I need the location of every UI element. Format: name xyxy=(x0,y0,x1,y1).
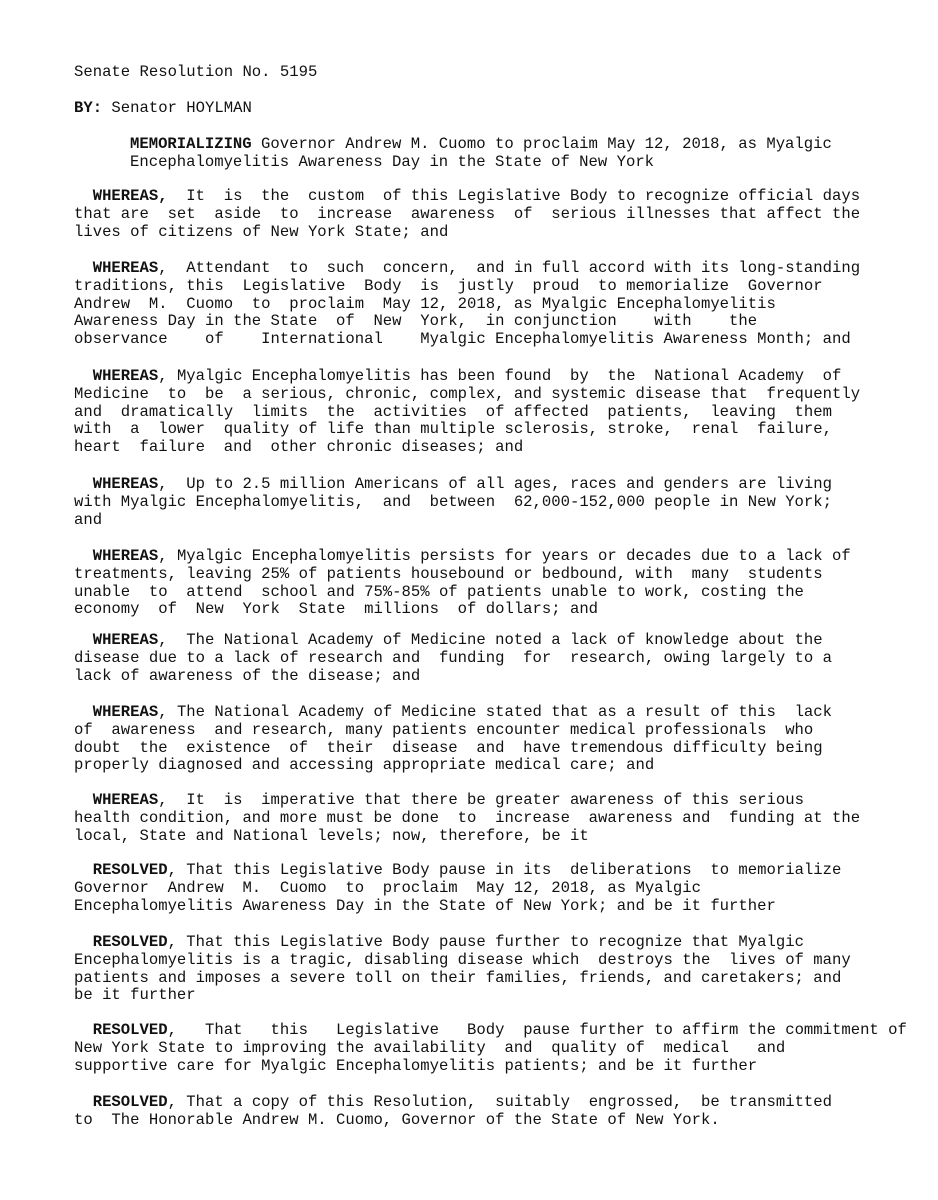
memorializing-keyword: MEMORIALIZING xyxy=(130,135,252,153)
memorializing-line-1: Governor Andrew M. Cuomo to proclaim May 12, 2018, as Myalgic xyxy=(251,135,832,153)
paragraph-line: Governor Andrew M. Cuomo to proclaim May 12, 2018, as Myalgic xyxy=(74,878,701,897)
paragraph-text: , Up to 2.5 million Americans of all ages, races and genders are living xyxy=(158,475,832,493)
paragraph-keyword: WHEREAS xyxy=(92,259,159,277)
paragraph-keyword: WHEREAS xyxy=(92,547,159,565)
paragraph-line xyxy=(74,1094,874,1112)
memorializing-statement xyxy=(130,136,930,172)
paragraph-line xyxy=(74,188,874,206)
paragraph-line: of awareness and research, many patients encounter medical professionals who xyxy=(74,720,814,739)
whereas-paragraph xyxy=(74,704,874,775)
paragraph-line: be it further xyxy=(74,986,196,1005)
paragraph-text: , The National Academy of Medicine stated that as a result of this lack xyxy=(158,703,832,721)
whereas-paragraph xyxy=(74,632,874,685)
whereas-paragraph xyxy=(74,792,874,845)
paragraph-line: health condition, and more must be done to increase awareness and funding at the xyxy=(74,808,861,827)
paragraph-line: local, State and National levels; now, therefore, be it xyxy=(74,826,589,845)
whereas-paragraph xyxy=(74,260,874,349)
paragraph-line: heart failure and other chronic diseases; and xyxy=(74,438,524,457)
paragraph-keyword: WHEREAS xyxy=(92,475,159,493)
paragraph-line: that are set aside to increase awareness of serious illnesses that affect the xyxy=(74,204,861,223)
paragraph-line: supportive care for Myalgic Encephalomyelitis patients; and be it further xyxy=(74,1056,758,1075)
paragraph-line: Encephalomyelitis is a tragic, disabling disease which destroys the lives of many xyxy=(74,950,851,969)
whereas-paragraph xyxy=(74,188,874,241)
paragraph-keyword: WHEREAS xyxy=(92,631,159,649)
paragraph-line: traditions, this Legislative Body is justly proud to memorialize Governor xyxy=(74,276,823,295)
paragraph-text: , Myalgic Encephalomyelitis persists for years or decades due to a lack of xyxy=(158,547,851,565)
paragraph-text: , Attendant to such concern, and in full accord with its long-standing xyxy=(158,259,861,277)
paragraph-keyword: WHEREAS, xyxy=(92,187,168,205)
paragraph-line: to The Honorable Andrew M. Cuomo, Governor of the State of New York. xyxy=(74,1110,720,1129)
whereas-paragraph xyxy=(74,476,874,529)
paragraph-text: It is the custom of this Legislative Body to recognize official days xyxy=(167,187,861,205)
paragraph-line xyxy=(74,704,874,722)
paragraph-line xyxy=(74,476,874,494)
resolved-paragraph xyxy=(74,862,874,915)
paragraph-text: , That this Legislative Body pause in its deliberations to memorialize xyxy=(167,861,842,879)
paragraph-line xyxy=(74,1021,907,1040)
paragraph-line: disease due to a lack of research and funding for research, owing largely to a xyxy=(74,648,832,667)
paragraph-line: lives of citizens of New York State; and xyxy=(74,222,449,241)
paragraph-line: properly diagnosed and accessing appropriate medical care; and xyxy=(74,756,655,775)
whereas-paragraph xyxy=(74,548,874,619)
paragraph-line xyxy=(74,548,874,566)
paragraph-line: and xyxy=(74,510,103,529)
resolved-paragraph xyxy=(74,1094,874,1130)
paragraph-line xyxy=(74,934,874,952)
paragraph-text: , It is imperative that there be greater awareness of this serious xyxy=(158,791,804,809)
paragraph-line: with Myalgic Encephalomyelitis, and between 62,000-152,000 people in New York; xyxy=(74,492,832,511)
whereas-paragraph xyxy=(74,368,874,457)
paragraph-keyword: WHEREAS xyxy=(92,367,159,385)
paragraph-text: , Myalgic Encephalomyelitis has been found by the National Academy of xyxy=(158,367,842,385)
paragraph-line: observance of International Myalgic Encephalomyelitis Awareness Month; and xyxy=(74,330,851,349)
paragraph-line: Encephalomyelitis Awareness Day in the State of New York; and be it further xyxy=(74,896,776,915)
paragraph-line: Andrew M. Cuomo to proclaim May 12, 2018, as Myalgic Encephalomyelitis xyxy=(74,294,776,313)
paragraph-keyword: WHEREAS xyxy=(92,791,159,809)
paragraph-line: Medicine to be a serious, chronic, complex, and systemic disease that frequently xyxy=(74,384,861,403)
by-label: BY: xyxy=(74,99,103,117)
paragraph-keyword: RESOLVED xyxy=(92,1021,168,1039)
paragraph-line: unable to attend school and 75%-85% of patients unable to work, costing the xyxy=(74,582,804,601)
memorializing-line-2: Encephalomyelitis Awareness Day in the State of New York xyxy=(130,152,655,171)
sponsor-name: Senator HOYLMAN xyxy=(102,99,252,117)
paragraph-line: patients and imposes a severe toll on their families, friends, and caretakers; and xyxy=(74,968,842,987)
paragraph-text: , That this Legislative Body pause further to recognize that Myalgic xyxy=(167,933,804,951)
paragraph-line xyxy=(74,792,874,810)
paragraph-line xyxy=(74,260,874,278)
paragraph-line: and dramatically limits the activities of affected patients, leaving them xyxy=(74,402,832,421)
paragraph-keyword: WHEREAS xyxy=(92,703,159,721)
paragraph-keyword: RESOLVED xyxy=(92,1093,168,1111)
paragraph-line xyxy=(74,368,874,386)
resolution-number: Senate Resolution No. 5195 xyxy=(74,63,318,81)
sponsor-line xyxy=(74,100,874,118)
paragraph-line: Awareness Day in the State of New York, in conjunction with the xyxy=(74,312,758,331)
resolved-paragraph xyxy=(74,934,874,1005)
paragraph-keyword: RESOLVED xyxy=(92,933,168,951)
paragraph-line: doubt the existence of their disease and have tremendous difficulty being xyxy=(74,738,823,757)
paragraph-line: treatments, leaving 25% of patients housebound or bedbound, with many students xyxy=(74,564,823,583)
paragraph-line: lack of awareness of the disease; and xyxy=(74,666,421,685)
paragraph-text: , That this Legislative Body pause further to affirm the commitment of xyxy=(167,1021,907,1039)
paragraph-line: economy of New York State millions of dollars; and xyxy=(74,600,599,619)
paragraph-keyword: RESOLVED xyxy=(92,861,168,879)
paragraph-text: , The National Academy of Medicine noted a lack of knowledge about the xyxy=(158,631,823,649)
paragraph-line xyxy=(74,632,874,650)
paragraph-line: New York State to improving the availability and quality of medical and xyxy=(74,1038,786,1057)
paragraph-line xyxy=(74,862,874,880)
resolved-paragraph xyxy=(74,1021,907,1075)
paragraph-line: with a lower quality of life than multiple sclerosis, stroke, renal failure, xyxy=(74,420,832,439)
paragraph-text: , That a copy of this Resolution, suitably engrossed, be transmitted xyxy=(167,1093,832,1111)
